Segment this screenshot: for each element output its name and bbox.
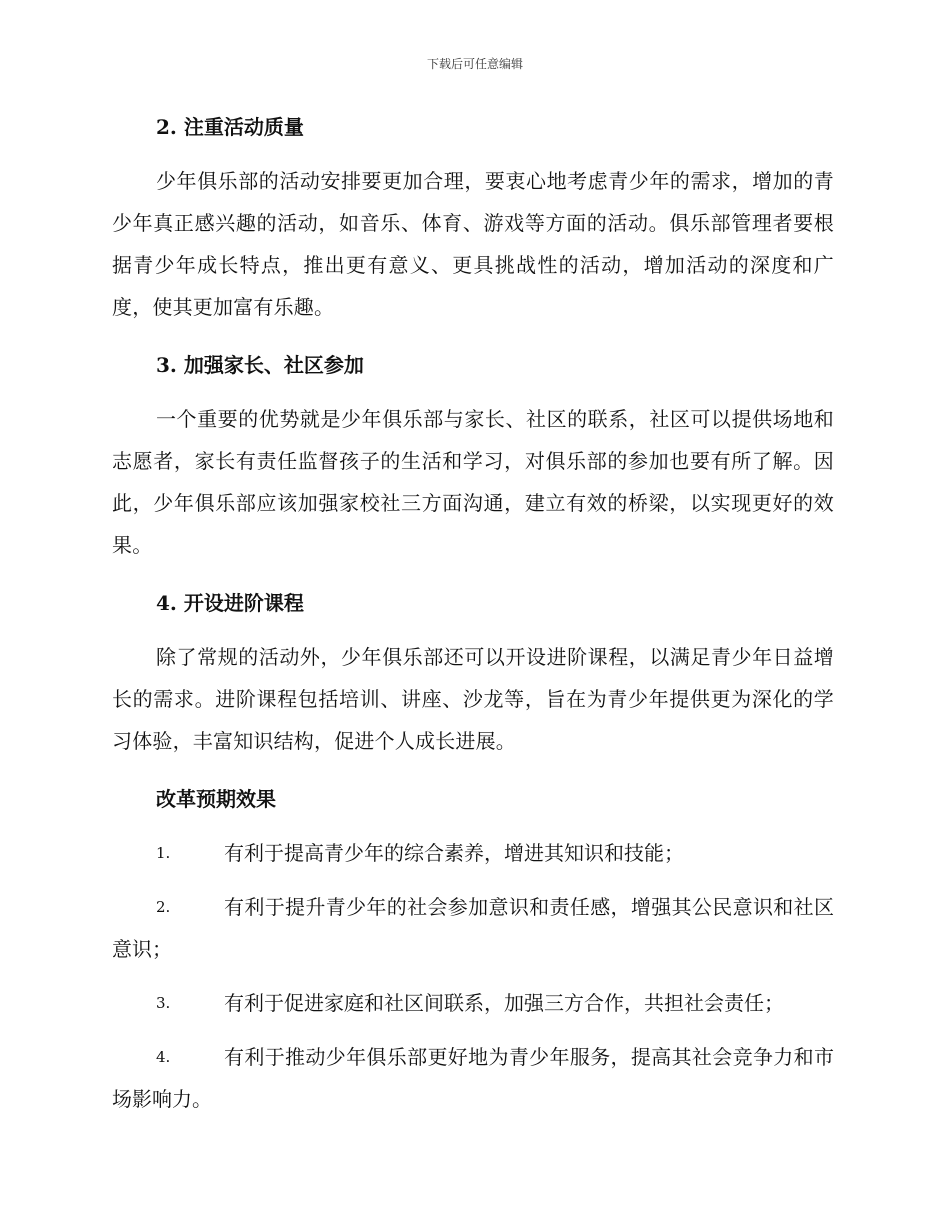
effects-heading: 改革预期效果: [156, 787, 276, 811]
list-item-text: 有利于提高青少年的综合素养，增进其知识和技能；: [224, 841, 684, 865]
list-item-number: 3.: [156, 994, 171, 1012]
section-paragraph-quality: 少年俱乐部的活动安排要更加合理，要衷心地考虑青少年的需求，增加的青少年真正感兴趣的活动，如音乐、体育、游戏等方面的活动。俱乐部管理者要根据青少年成长特点，推出更有意义、更具挑战性的活动，增加活动的深度和广度，使其更加富有乐趣。: [112, 169, 834, 319]
effects-list-item: [112, 886, 834, 970]
header-note: 下载后可任意编辑: [426, 57, 523, 71]
section-heading-advanced-courses: 4. 开设进阶课程: [156, 591, 304, 615]
effects-list-item: [112, 982, 834, 1024]
list-item-number: 1.: [156, 844, 171, 862]
list-item-text: 有利于推动少年俱乐部更好地为青少年服务，提高其社会竞争力和市场影响力。: [112, 1045, 834, 1111]
list-item-text: 有利于提升青少年的社会参加意识和责任感，增强其公民意识和社区意识；: [112, 895, 834, 961]
list-item-number: 2.: [156, 898, 171, 916]
section-paragraph-advanced-courses: 除了常规的活动外，少年俱乐部还可以开设进阶课程，以满足青少年日益增长的需求。进阶课程包括培训、讲座、沙龙等，旨在为青少年提供更为深化的学习体验，丰富知识结构，促进个人成长进展。: [112, 645, 834, 753]
section-heading-quality: 2. 注重活动质量: [156, 115, 304, 139]
list-item-number: 4.: [156, 1048, 171, 1066]
effects-list-item: [112, 1036, 834, 1120]
effects-list-item: [112, 832, 834, 874]
list-item-text: 有利于促进家庭和社区间联系，加强三方合作，共担社会责任；: [224, 991, 784, 1015]
document-body: [112, 106, 834, 1120]
section-heading-participation: 3. 加强家长、社区参加: [156, 353, 364, 377]
section-paragraph-participation: 一个重要的优势就是少年俱乐部与家长、社区的联系，社区可以提供场地和志愿者，家长有责任监督孩子的生活和学习，对俱乐部的参加也要有所了解。因此，少年俱乐部应该加强家校社三方面沟通，建立有效的桥梁，以实现更好的效果。: [112, 407, 834, 557]
